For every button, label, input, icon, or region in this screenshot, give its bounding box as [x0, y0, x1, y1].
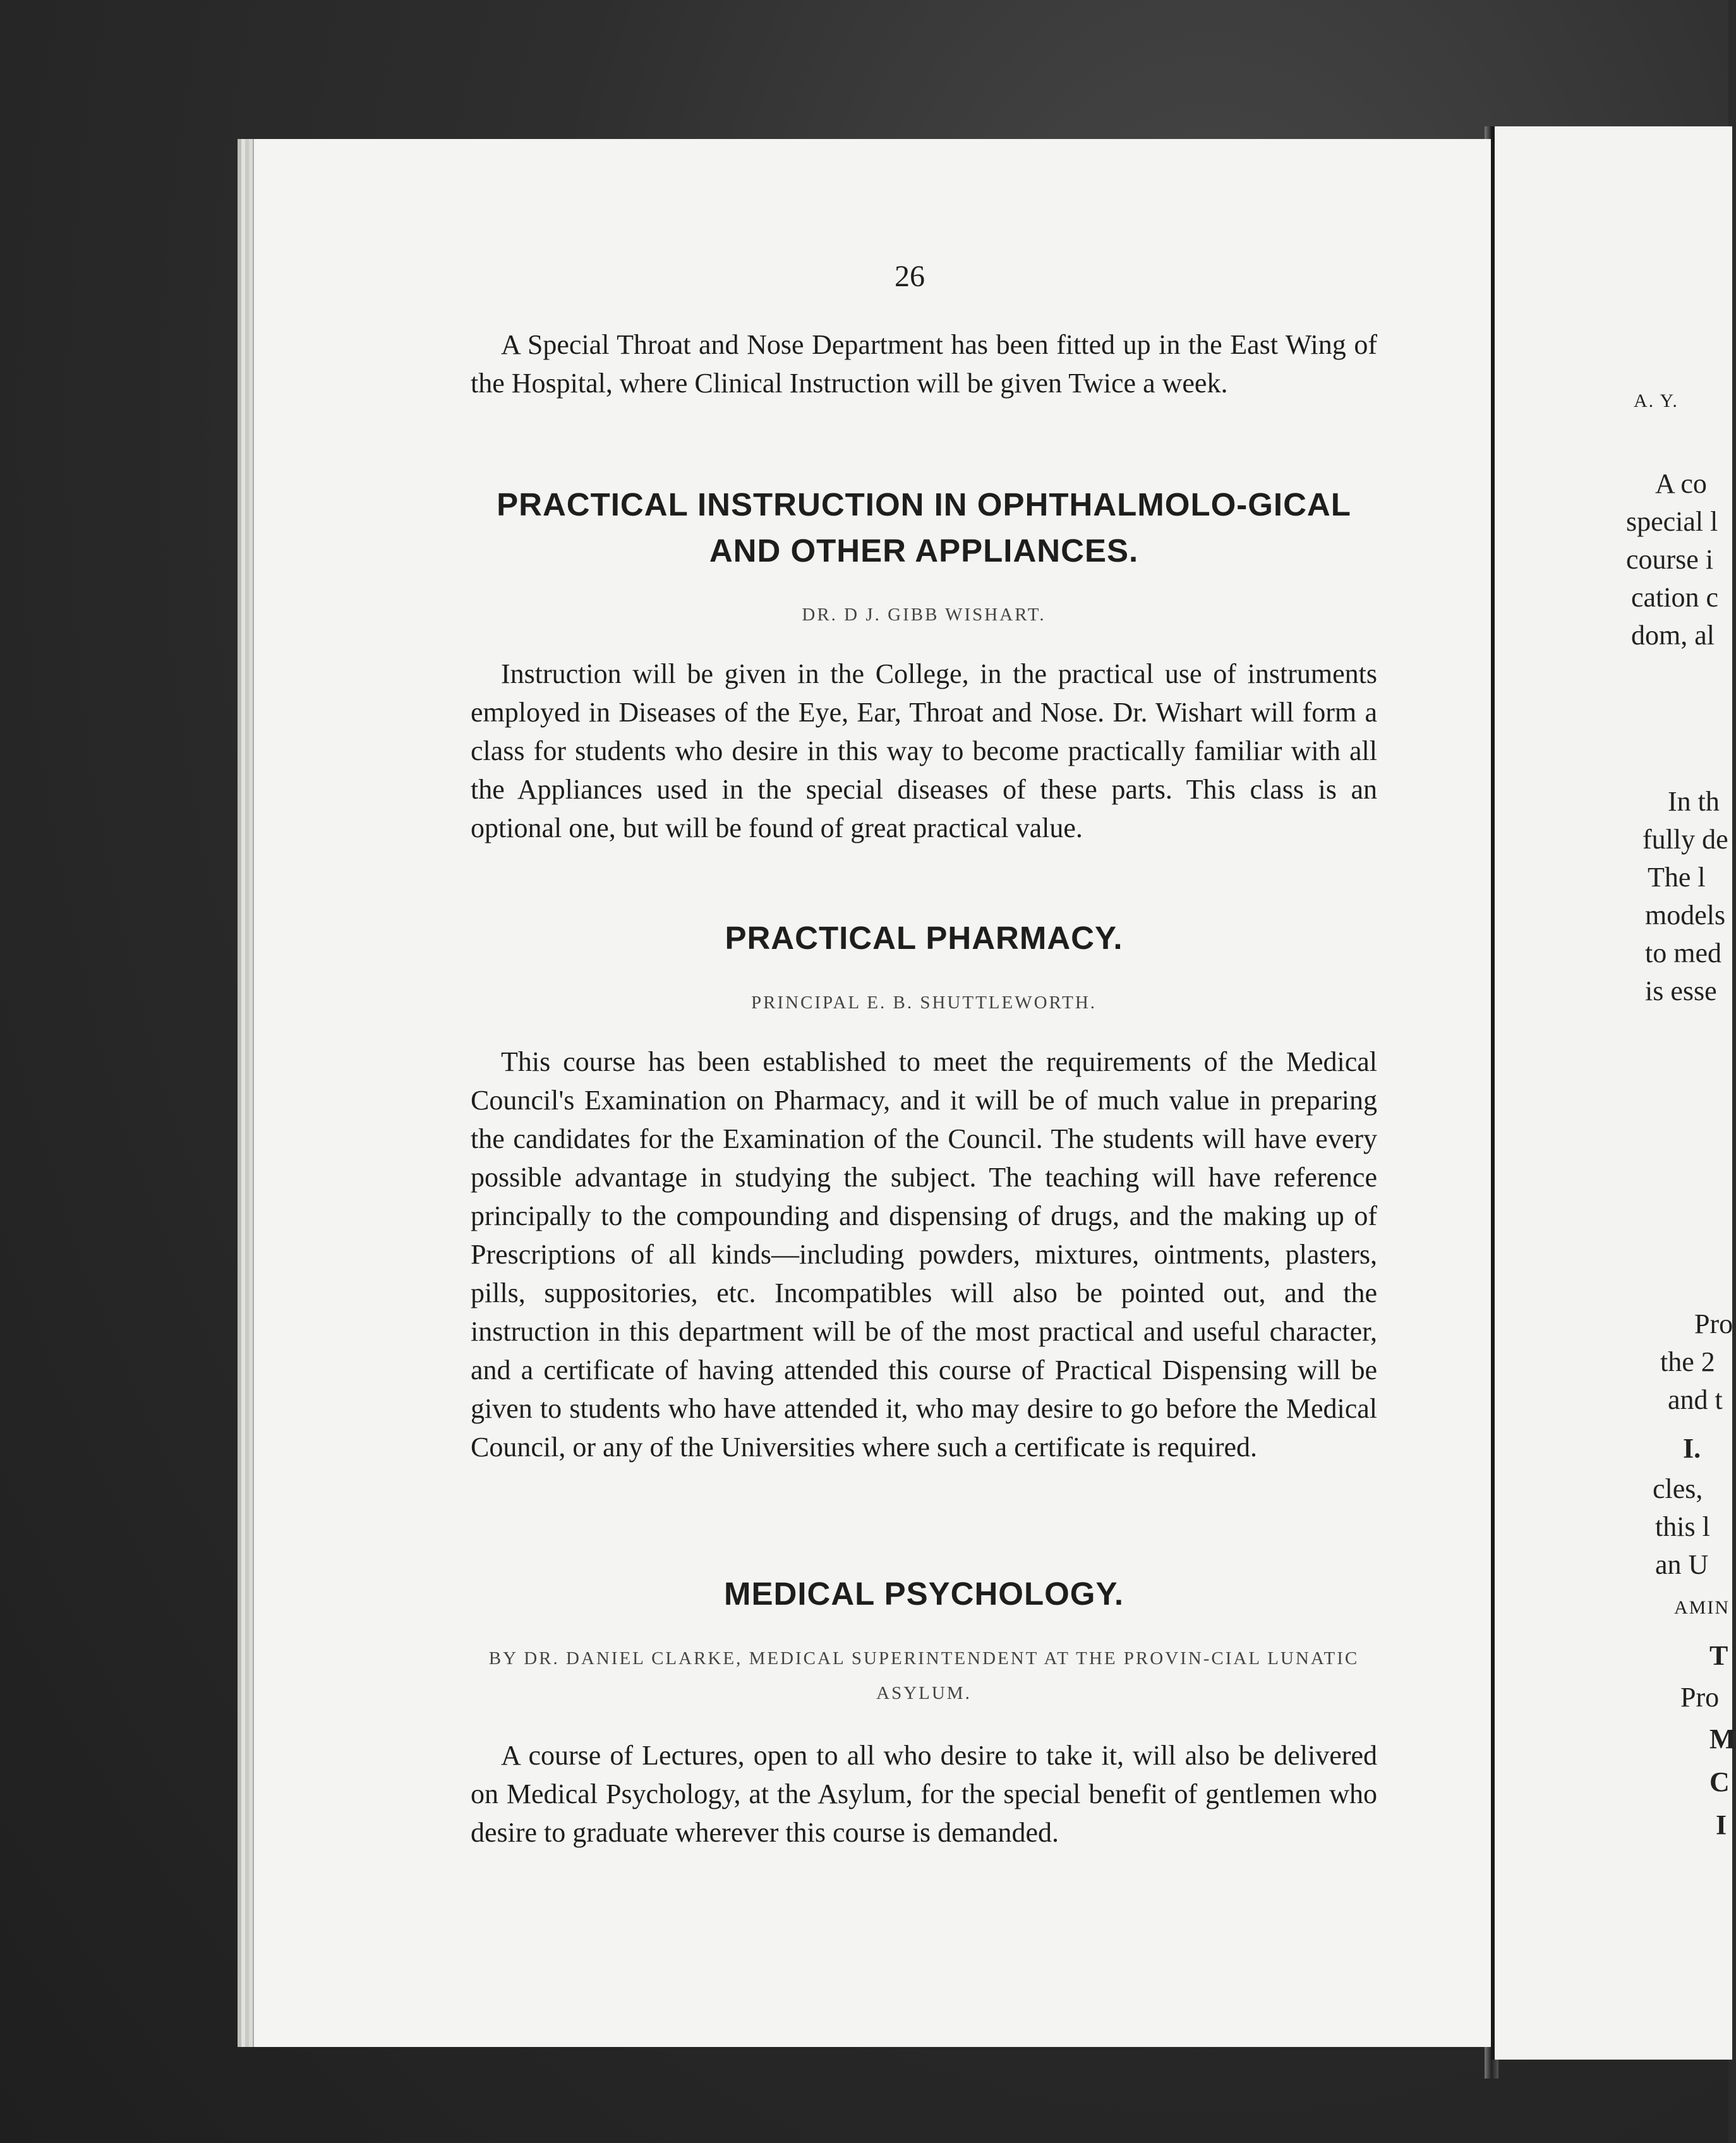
- facing-fragment: this l: [1655, 1511, 1710, 1542]
- facing-fragment: AMIN: [1674, 1597, 1730, 1618]
- facing-fragment: C: [1709, 1766, 1730, 1797]
- section-byline-ophthalmology: DR. D J. GIBB WISHART.: [802, 605, 1046, 625]
- facing-fragment: course i: [1626, 544, 1714, 575]
- facing-fragment: A co: [1655, 468, 1707, 499]
- facing-fragment: the 2: [1660, 1346, 1715, 1377]
- facing-fragment: fully de: [1643, 824, 1728, 855]
- facing-fragment: an U: [1655, 1549, 1709, 1580]
- facing-fragment: The l: [1648, 862, 1706, 893]
- section-heading-psychology: MEDICAL PSYCHOLOGY.: [724, 1576, 1124, 1612]
- section-body-ophthalmology: Instruction will be given in the College, in the practical use of instruments employed in Diseases of the Eye, Ear, Throat and Nose. Dr. Wishart will form a class for students who desire in this way to become practically familiar with all the Appliances used in the special diseases of these parts. This class is an optional one, but will be found of great practical value.: [471, 658, 1377, 843]
- facing-fragment: In th: [1668, 786, 1720, 817]
- facing-fragment: A. Y.: [1634, 390, 1679, 411]
- facing-fragment: dom, al: [1631, 620, 1715, 651]
- facing-fragment: Pro: [1694, 1308, 1733, 1339]
- section-heading-ophthalmology: PRACTICAL INSTRUCTION IN OPHTHALMOLO-GICAL AND OTHER APPLIANCES.: [497, 486, 1351, 569]
- facing-fragment: and t: [1668, 1384, 1723, 1415]
- facing-fragment: is esse: [1645, 975, 1717, 1006]
- section-body-psychology: A course of Lectures, open to all who desire to take it, will also be delivered on Medical Psychology, at the Asylum, for the special benefit of gentlemen who desire to graduate wherever this course is demanded.: [471, 1740, 1377, 1848]
- facing-fragment: M: [1709, 1723, 1736, 1754]
- facing-fragment: Pro: [1680, 1682, 1720, 1713]
- facing-page: [1491, 126, 1732, 2060]
- page-number: 26: [895, 260, 925, 293]
- section-heading-pharmacy: PRACTICAL PHARMACY.: [725, 920, 1123, 956]
- facing-fragment: to med: [1645, 938, 1721, 969]
- facing-fragment: cles,: [1653, 1473, 1703, 1504]
- facing-fragment: I: [1716, 1809, 1727, 1840]
- facing-fragment: special l: [1626, 506, 1718, 537]
- intro-paragraph: A Special Throat and Nose Department has been fitted up in the East Wing of the Hospital, where Clinical Instruction will be given Twice a week.: [471, 329, 1377, 399]
- facing-fragment: cation c: [1631, 582, 1719, 613]
- facing-fragment: T: [1709, 1640, 1728, 1671]
- facing-fragment: I.: [1683, 1433, 1701, 1464]
- section-byline-psychology: BY DR. DANIEL CLARKE, MEDICAL SUPERINTENDENT AT THE PROVIN-CIAL LUNATIC ASYLUM.: [488, 1648, 1359, 1703]
- section-byline-pharmacy: PRINCIPAL E. B. SHUTTLEWORTH.: [750, 993, 1097, 1013]
- section-body-pharmacy: This course has been established to meet the requirements of the Medical Council's Examination on Pharmacy, and it will be of much value in preparing the candidates for the Examination of the Council. The students will have every possible advantage in studying the subject. The teaching will have reference principally to the compounding and dispensing of drugs, and the making up of Prescriptions of all kinds—including powders, mixtures, ointments, plasters, pills, suppositories, etc. Incompatibles will also be pointed out, and the instruction in this department will be of the most practical and useful character, and a certificate of having attended this course of Practical Dispensing will be given to students who have attended it, who may desire to go before the Medical Council, or any of the Universities where such a certificate is required.: [471, 1046, 1377, 1463]
- facing-fragment: models: [1645, 900, 1726, 931]
